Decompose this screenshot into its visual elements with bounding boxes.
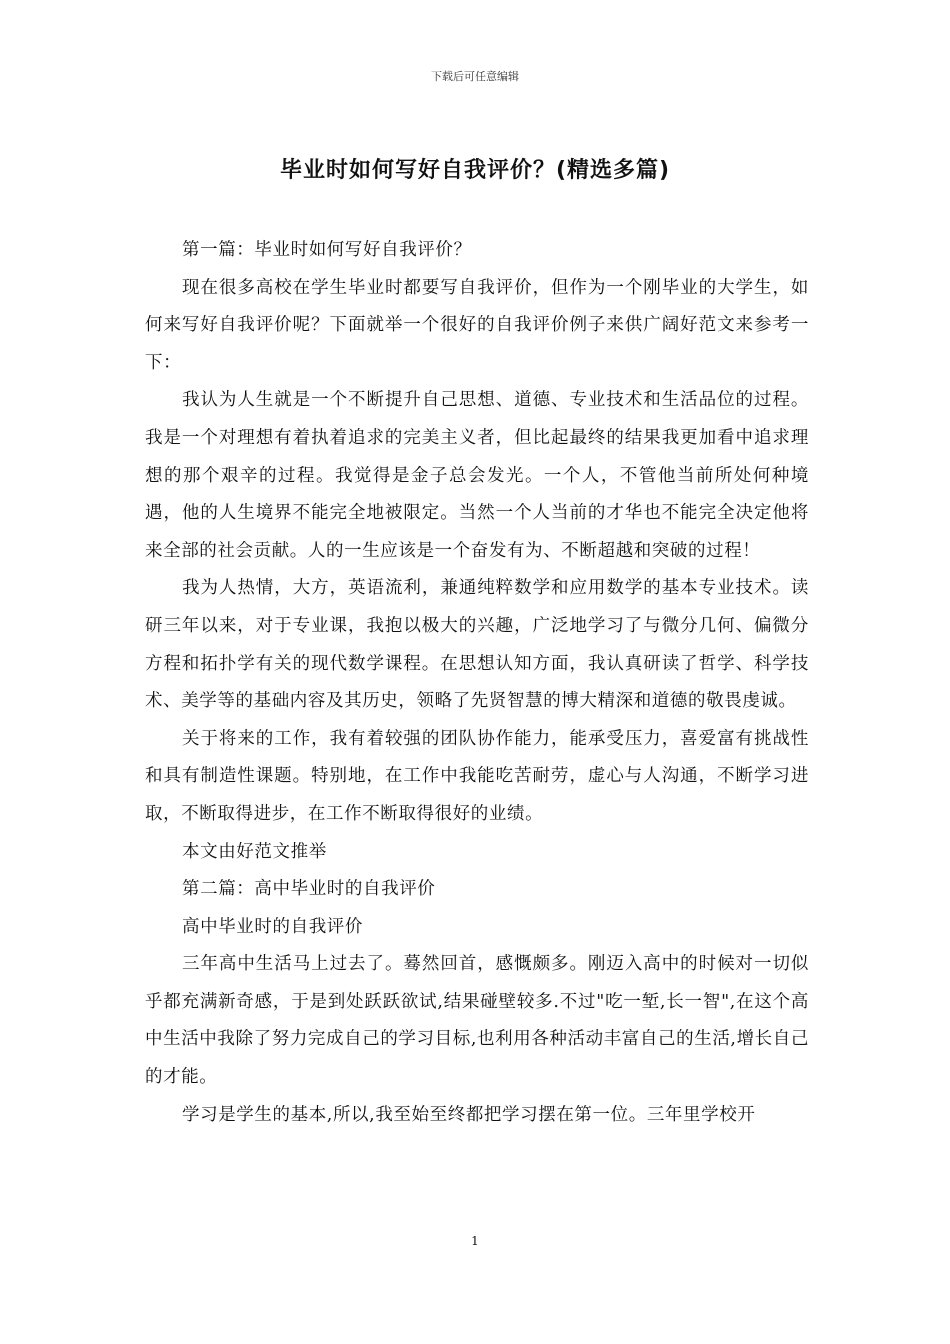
paragraph: 高中毕业时的自我评价 [182,916,363,937]
paragraph: 三年高中生活马上过去了。蓦然回首，感慨颇多。刚迈入高中的时候对一切似乎都充满新奇感，于是到处跃跃欲试,结果碰壁较多.不过"吃一堑,长一智",在这个高中生活中我除了努力完成自己的学习目标,也利用各种活动丰富自己的生活,增长自己的才能。 [145,954,809,1088]
page-number: 1 [471,1234,479,1248]
document-title: 毕业时如何写好自我评价？(精选多篇) [279,158,671,183]
paragraph: 我为人热情，大方，英语流利，兼通纯粹数学和应用数学的基本专业技术。读研三年以来，对于专业课，我抱以极大的兴趣，广泛地学习了与微分几何、偏微分方程和拓扑学有关的现代数学课程。在思想认知方面，我认真研读了哲学、科学技术、美学等的基础内容及其历史，领略了先贤智慧的博大精深和道德的敬畏虔诚。 [145,578,809,712]
paragraph: 我认为人生就是一个不断提升自己思想、道德、专业技术和生活品位的过程。我是一个对理想有着执着追求的完美主义者，但比起最终的结果我更加看中追求理想的那个艰辛的过程。我觉得是金子总会发光。一个人，不管他当前所处何种境遇，他的人生境界不能完全地被限定。当然一个人当前的才华也不能完全决定他将来全部的社会贡献。人的一生应该是一个奋发有为、不断超越和突破的过程！ [145,390,809,561]
header-note: 下载后可任意编辑 [431,70,519,83]
section-heading-1: 第一篇：毕业时如何写好自我评价？ [182,240,472,260]
paragraph: 现在很多高校在学生毕业时都要写自我评价，但作为一个刚毕业的大学生，如何来写好自我评价呢？下面就举一个很好的自我评价例子来供广阔好范文来参考一下： [145,277,809,373]
paragraph: 关于将来的工作，我有着较强的团队协作能力，能承受压力，喜爱富有挑战性和具有制造性课题。特别地，在工作中我能吃苦耐劳，虚心与人沟通，不断学习进取，不断取得进步，在工作不断取得很好的业绩。 [145,728,809,824]
section-heading-2: 第二篇：高中毕业时的自我评价 [182,879,436,900]
paragraph: 本文由好范文推举 [182,841,327,862]
document-body [145,232,809,1134]
paragraph: 学习是学生的基本,所以,我至始至终都把学习摆在第一位。三年里学校开 [182,1104,756,1125]
